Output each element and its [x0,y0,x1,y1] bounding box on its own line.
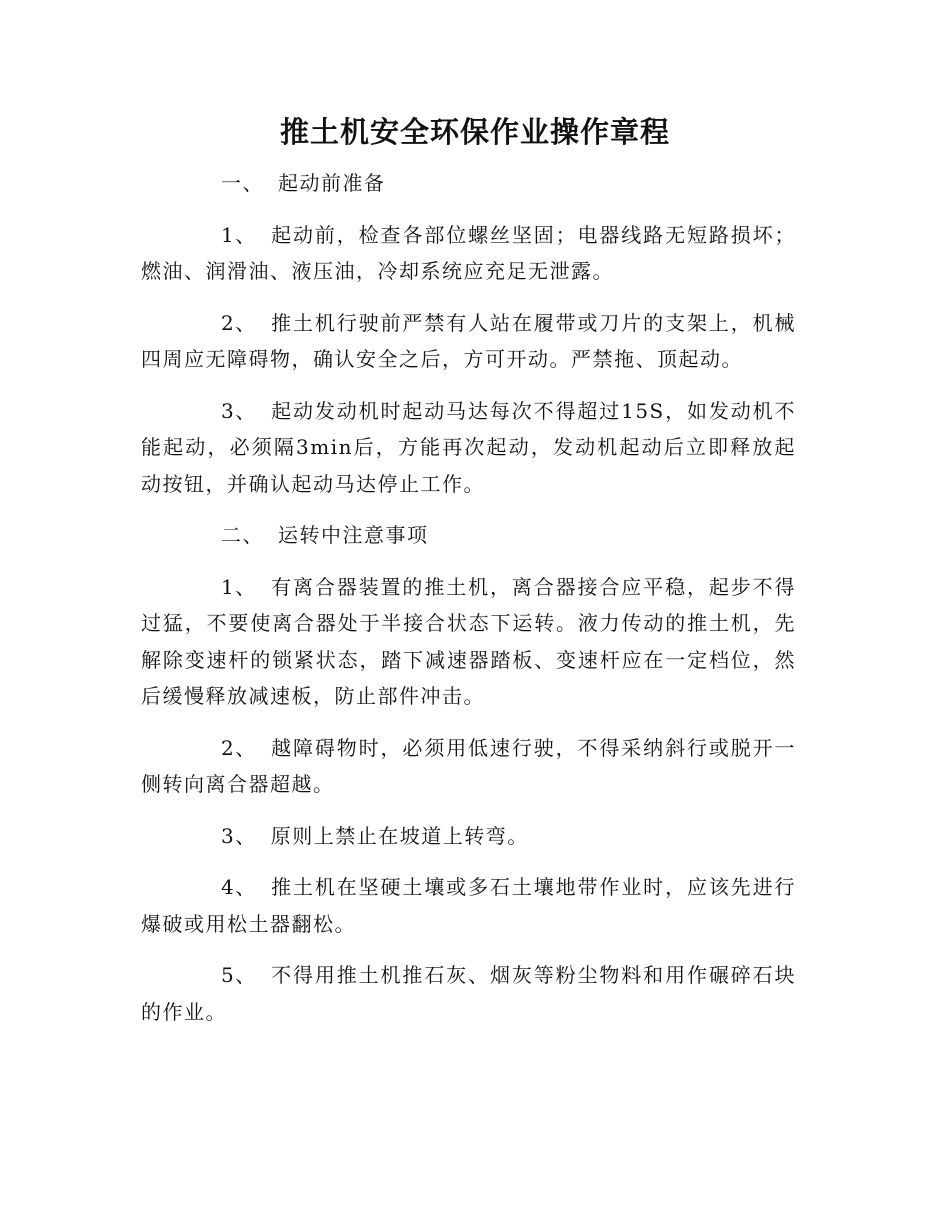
item-text: 不得用推土机推石灰、烟灰等粉尘物料和用作碾碎石块的作业。 [141,963,796,1024]
section-heading [141,517,796,554]
document-body [141,165,796,1045]
list-item [141,730,796,803]
document-title: 推土机安全环保作业操作章程 [279,115,670,149]
section-heading [141,165,796,202]
item-number: 1、 [221,222,257,247]
item-number: 5、 [221,963,257,987]
item-text: 越障碍物时，必须用低速行驶，不得采纳斜行或脱开一侧转向离合器超越。 [141,735,796,796]
item-number: 4、 [221,875,257,899]
item-number: 2、 [221,735,257,760]
item-text: 有离合器装置的推土机，离合器接合应平稳，起步不得过猛，不要使离合器处于半接合状态下运转。液力传动的推土机，先解除变速杆的锁紧状态，踏下减速器踏板、变速杆应在一定档位，然后缓慢释放减速板，防止部件冲击。 [141,574,796,708]
section-heading-text: 运转中注意事项 [278,523,429,547]
item-text: 原则上禁止在坡道上转弯。 [270,823,529,848]
item-text: 起动发动机时起动马达每次不得超过15S，如发动机不能起动，必须隔3min后，方能再次起动，发动机起动后立即释放起动按钮，并确认起动马达停止工作。 [141,398,796,496]
item-number: 3、 [221,823,257,848]
item-number: 2、 [221,310,257,335]
list-item [141,305,796,378]
item-text: 推土机行驶前严禁有人站在履带或刀片的支架上，机械四周应无障碍物，确认安全之后，方可开动。严禁拖、顶起动。 [141,310,796,371]
item-text: 起动前，检查各部位螺丝坚固；电器线路无短路损坏；燃油、润滑油、液压油，冷却系统应充足无泄露。 [141,222,796,283]
item-text: 推土机在坚硬土壤或多石土壤地带作业时，应该先进行爆破或用松土器翻松。 [141,875,796,936]
list-item [141,217,796,290]
section-number: 一、 [221,171,264,195]
item-number: 3、 [221,398,257,423]
section-heading-text: 起动前准备 [278,171,386,195]
list-item [141,569,796,715]
list-item [141,957,796,1030]
item-number: 1、 [221,574,257,599]
list-item [141,869,796,942]
section-number: 二、 [221,523,264,547]
list-item [141,393,796,503]
list-item [141,818,796,855]
